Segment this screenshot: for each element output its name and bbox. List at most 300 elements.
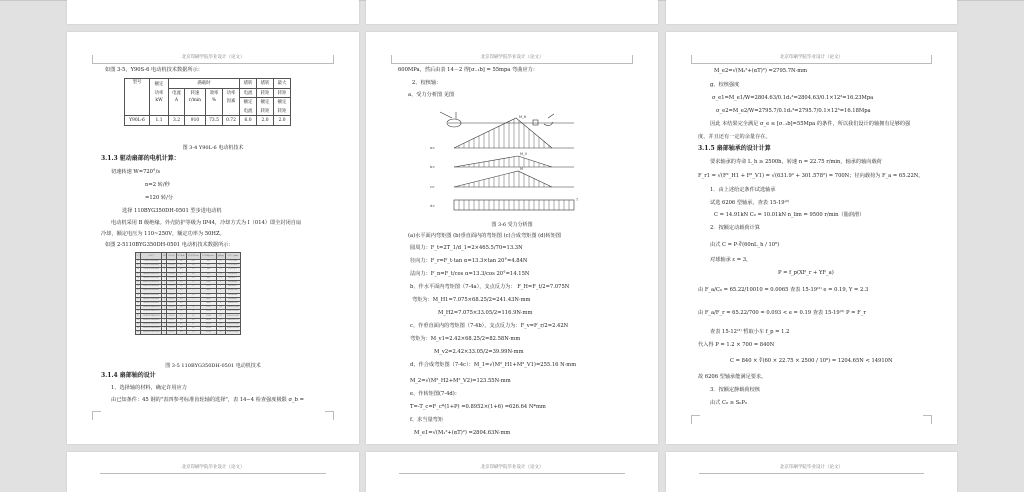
cell: 0.6/1.2 [168,282,175,284]
paragraph: 对球轴承 ε = 3， [710,257,752,263]
calc-line: c、作垂直面内的弯矩图（7-4b），支点反力为：F_v=F_r/2=2.42N [410,323,569,329]
cell: 3 [163,319,165,321]
margin-corner [691,415,700,424]
cell: 4.5 [176,272,186,276]
cell: 5.0 [176,310,186,314]
cell: 6.0 [176,331,186,335]
column-header: 步距角(°) [167,253,176,260]
cell: 1.5 [186,276,200,280]
column-header: 外形尺寸(mm) [225,253,240,260]
calc-line: =120 转/分 [145,195,174,201]
cell: 86BYG350DL-0601 [141,301,162,305]
cell: 57BYG250DL-0801 [141,260,162,264]
cell: 86×86×77 [225,276,240,280]
margin-corner [923,415,932,424]
col-model: 型号 [125,79,150,116]
col-efficiency: 效率 [206,88,223,98]
cell: 0.6/1.2 [168,328,175,330]
col-current: A [169,98,185,116]
cell: 0.6/1.2 [168,311,175,313]
table-row [136,331,241,335]
col-power-factor: 功率 [223,88,240,98]
col-locked-current: 电流 [240,107,257,116]
calc-line: e、作转矩图(7-4d)： [410,391,460,397]
cell: 57×57×54 [225,264,240,268]
column-header: 转动惯量(g·cm²) [200,253,216,260]
calc-line: g、校核强度 [710,82,740,88]
margin-corner [923,55,932,64]
cell: 28 [186,327,200,331]
page-header: 北京印刷学院毕业设计（论文） [181,465,245,470]
cell: 86×86×97 [225,285,240,289]
cell: 1.1 [150,116,169,126]
list-item: 1．由上述给定条件试选轴承 [710,187,776,193]
paragraph: 度，并且还有一定的余量存在。 [698,134,771,140]
document-page-1 [67,32,359,444]
cell: 86BYG250DL-0501 [141,276,162,280]
formula: C = 840 × ∛(60 × 22.75 × 2500 / 10⁶) = 1204.65N < 14910N [730,358,893,364]
calc-line: f、求当量弯矩 [410,417,444,423]
document-page-3 [666,32,957,444]
cell: 33 [136,298,140,300]
cell: 100 [200,260,216,264]
calc-line: C = 14.91kN C₀ = 10.01kN n_lim = 9500 r/min（脂润滑） [714,212,865,218]
cell: 16.5 [216,322,225,326]
svg-text:M: M [520,167,524,171]
cell: 910 [185,116,206,126]
cell: 3 [163,302,165,304]
previous-page-1 [67,0,359,24]
cell: 8 [216,310,225,314]
col-locked-torque: 转矩 [257,88,274,98]
calc-line: M_2=√(M²_H2+M²_V2)=123.55N·mm [410,378,511,384]
margin-corner [92,411,101,420]
cell: 2 [163,269,165,271]
cell: 26000 [200,322,216,326]
cell: 30000 [200,327,216,331]
cell: 3 [163,290,165,292]
column-header: 保持转矩(N·m) [186,253,200,260]
cell: 86×86×58 [225,272,240,276]
cell: 0.6/1.2 [168,319,175,321]
cell: 0.75 [216,264,225,268]
calc-line: M_e1=√(M₁²+(αT)²) =2804.63N·mm [414,430,511,436]
cell: 2 [216,293,225,297]
cell: 50 [186,331,200,335]
cell: 200 [200,264,216,268]
cell: 11.1 [216,314,225,318]
cell: 0.6/1.2 [168,286,175,288]
cell: 86BYG350DL-0601 [141,293,162,297]
page-header: 北京印刷学院毕业设计（论文） [480,465,544,470]
cell: 8.0 [176,268,186,272]
cell: 4 [216,289,225,293]
cell: 130×130×262 [226,332,239,334]
calc-line: σ_e1=M_e1/W=2804.63/0.1d₁³=2804.63/0.1×12³=16.23Mpa [712,95,874,101]
formula: 代入得 P = 1.2 × 700 = 840N [698,342,775,348]
cell: 0.9/1.8 [168,265,175,267]
cell: 0.9/1.8 [168,273,175,275]
cell: 2 [216,280,225,284]
header-rule [100,473,326,474]
cell: 2 [163,265,165,267]
cell: 6.0 [176,327,186,331]
col-speed: 转速 [185,88,206,98]
cell: 0.9/1.8 [168,277,175,279]
cell: 1.1 [216,268,225,272]
cell: 130BYG350DH-0602 [141,318,162,322]
motor-spec-table [124,78,291,126]
list-item: 2．按额定动载荷计算 [710,225,760,231]
next-page-2 [366,452,658,492]
cell: 3 [163,294,165,296]
cell: 57×57×77 [225,268,240,272]
cell: 8.0 [176,264,186,268]
cell: 130BYG350DH-0602 [141,327,162,331]
cell: 0.6/1.2 [168,290,175,292]
cell: 3480 [200,289,216,293]
col-locked-current: 电流 [240,88,257,98]
svg-text:T: T [576,198,579,202]
figure-caption: 图 3-4 Y90L-6 电动机技术 [182,145,244,151]
calc-line: 切速转速 W=720°/s [111,169,160,175]
header-rule [399,473,625,474]
cell: 25 [186,322,200,326]
paragraph: 600MPa，然后由表 14－2 得[σ₋₁b] = 55mpa 弯曲应力： [398,67,538,73]
cell: 86BYG250DL-0501 [141,272,162,276]
force-analysis-diagram [426,104,586,219]
cell: 0.9/1.8 [168,269,175,271]
col-max-torque: 额定 [274,98,291,107]
calc-line: 圆周力：F_t=2T_1/d_1=2×465.5/70=13.3N [410,245,523,251]
margin-corner [691,55,700,64]
cell: 2.0 [257,116,274,126]
margin-corner [325,55,334,64]
cell: 0.9/1.8 [168,261,175,263]
table-header-row [136,253,241,260]
cell: 86×86×126 [225,289,240,293]
svg-text:c>: c> [430,185,435,189]
cell: 3.2 [169,116,185,126]
col-locked-torque: 转矩 [257,107,274,116]
cell: 73.5 [206,116,223,126]
calc-line: T=-T_c=F_c*(1+P) =0.8952×(1+6) =626.64 N*mm [410,404,546,410]
cell: 1320 [200,280,216,284]
cell: 2400 [200,297,216,301]
cell: 27 [136,273,140,275]
cell: 2 [163,261,165,263]
cell: 30 [136,286,140,288]
cell: 65600 [200,331,216,335]
calc-line: M_e2=√(M₂²+(αT)²) =2795.7N·mm [714,68,808,74]
cell: 40 [136,328,140,330]
cell: 480 [200,276,216,280]
cell: 0.5 [216,260,225,264]
col-locked-current: 额定 [240,98,257,107]
calc-line: M_H2=7.075×33.05/2=116.9N·mm [438,310,533,316]
cell: 3 [163,315,165,317]
cell: 2 [163,273,165,275]
cell: 3 [163,332,165,334]
paragraph: 电动机采用 B 级绝缘。外壳防护等级为 IP44，冷却方式为 I（014）即全封闭自扇 [111,220,302,226]
cell: 16 [186,314,200,318]
cell: 0.6/1.2 [168,302,175,304]
cell: 37 [136,315,140,317]
cell: Y90L-6 [125,116,150,126]
cell: 110BYG350DH-0501 [141,310,162,314]
cell: 5 [186,297,200,301]
cell: 3.0 [176,289,186,293]
cell: 8 [186,306,200,310]
cell: 17.5 [216,327,225,331]
cell: 0.6/1.2 [168,332,175,334]
cell: 2400 [200,285,216,289]
cell: 3.0 [176,280,186,284]
cell: 26 [136,269,140,271]
col-power-factor: 因素 [223,98,240,116]
cell: 7 [186,289,200,293]
cell: 130BYG350DH-0602 [141,322,162,326]
header-rule [399,63,625,64]
calc-line: d、作合成弯矩图（7-4c）：M_1=√(M²_H1+M²_V1)=255.16 N·mm [410,362,577,368]
column-header: 相电流(A) [176,253,186,260]
cell: 35 [136,307,140,309]
cell: 57×57×41 [225,260,240,264]
cell: 86BYG350DH-0301 [141,280,162,284]
page-header: 北京印刷学院毕业设计（论文） [181,55,245,60]
formula: 由式 C₀ ≥ S₀P₀ [710,400,747,406]
cell: 0.8 [216,272,225,276]
margin-corner [391,55,400,64]
col-speed: r/min [185,98,206,116]
section-heading: 3.1.4 扇部轴的设计 [101,372,156,379]
cell: 13.5 [216,318,225,322]
cell: 7 [186,301,200,305]
paragraph: F_r1 = √(F²_H1 + F²_V1) = √(631.9² + 301.578²) = 700N；径向载荷为 F_a = 65.22N。 [698,173,924,179]
col-max-torque: 转矩 [274,88,291,98]
cell: 1.5 [186,268,200,272]
col-max-torque: 最大 [274,79,291,89]
paragraph: 要求轴承的寿命 L_h ≥ 2500h，转速 n = 22.75 r/min，轴承的轴向载荷 [710,159,882,165]
cell: 4 [216,301,225,305]
cell: 3 [163,298,165,300]
cell: 3480 [200,301,216,305]
header-rule [699,473,924,474]
page-header: 北京印刷学院毕业设计（论文） [780,465,843,470]
previous-page-2 [366,0,658,24]
svg-text:b>: b> [430,165,436,169]
header-rule [100,63,326,64]
cell: 3 [163,282,165,284]
section-heading: 3.1.5 扇部轴承的设计计算 [698,145,771,152]
cell: 86×86×80 [225,293,240,297]
cell: 2.0 [274,116,291,126]
previous-page-3 [666,0,957,24]
cell: 57BYG250DL-0801 [141,264,162,268]
calc-line: σ_e2=M_e2/W=2795.7/0.1d₁³=2795.7/0.1×12³=16.18Mpa [716,108,871,114]
document-page-2 [366,32,658,444]
col-efficiency: % [206,98,223,116]
col-locked-torque: 额定 [257,98,274,107]
page-header: 北京印刷学院毕业设计（论文） [780,55,843,60]
col-current: 电流 [169,88,185,98]
cell: 110×110×163 [226,311,239,313]
cell: 3 [216,285,225,289]
cell: 4.5 [176,276,186,280]
cell: 110×110×148 [226,307,239,309]
cell: 6.0 [240,116,257,126]
margin-corner [92,55,101,64]
cell: 130×130×196 [226,323,239,325]
cell: 3 [163,323,165,325]
cell: 3 [163,311,165,313]
formula: 由式 C = P·∛(60nL_h / 10⁶) [710,242,780,248]
select-line: 选择 110BYG350DH-0501 型步进电动机 [122,208,222,214]
cell: 31 [136,290,140,292]
cell: 380 [200,268,216,272]
cell: 23 [216,331,225,335]
col-rated-power: kW [150,98,169,116]
cell: 39 [136,323,140,325]
margin-corner [624,55,633,64]
stepper-motor-table [135,252,241,335]
section-heading: 3.1.3 驱动扇部的电机计算： [101,155,180,162]
cell: 0.6/1.2 [168,323,175,325]
page-header: 北京印刷学院毕业设计（论文） [480,55,544,60]
list-item: a、受力分析图 见图 [408,92,455,98]
cell: 32 [136,294,140,296]
cell: 10900 [200,310,216,314]
col-rated-power: 额定 [150,79,169,89]
calc-line: 弯矩为：M_H1=7.075×68.25/2=241.43N·mm [412,297,531,303]
cell: 12 [186,310,200,314]
header-rule [699,63,924,64]
cell: 86×86×126 [225,301,240,305]
figure-legend: (a)水平面内弯矩图 (b)垂直面内的弯矩图 (c)合成弯矩图 (d)转矩图 [408,233,562,239]
formula: 由 F_a/F_r = 65.22/700 = 0.093 < e = 0.19 查表 15-19⁽²⁾ P = F_r [698,310,866,316]
cell: 24 [136,261,140,263]
cell: 25 [136,265,140,267]
col-locked-torque: 堵转 [257,79,274,89]
cell: 6.6 [216,306,225,310]
cell: 6.0 [176,322,186,326]
svg-text:M_V: M_V [520,152,528,156]
cell: 3.5 [186,293,200,297]
cell: 29 [136,282,140,284]
cell: 3 [163,307,165,309]
svg-text:a>: a> [430,146,436,150]
paragraph: 由已知条件：45 钢的"表四参考标准齿轮轴的选择"，表 14−4 检查强度极限 σ_b = [111,397,304,403]
svg-text:d>: d> [430,204,436,208]
col-max-torque: 转矩 [274,107,291,116]
cell: 6 [186,285,200,289]
cell: 86BYG350DH-0301 [141,285,162,289]
col-full-load: 满载时 [169,79,240,89]
cell: 6.0 [176,293,186,297]
formula: 由 F_a/C₀ = 65.22/10010 = 0.0065 查表 15-19⁽²⁾ e = 0.19, Y = 2.3 [698,287,869,293]
column-header: 序号 [136,253,141,260]
cell: 17400 [200,314,216,318]
cell: 0.9 [186,272,200,276]
cell: 0.6/1.2 [168,307,175,309]
list-item: 3．按额定静载荷校核 [710,387,760,393]
cell: 0.45 [186,260,200,264]
cell: 86×86×97 [225,297,240,301]
cell: 0.72 [223,116,240,126]
cell: 130×130×173 [226,319,239,321]
paragraph: 故 6206 型轴承能满足要求。 [698,374,767,380]
cell: 0.6/1.2 [168,315,175,317]
table-row [125,116,291,126]
next-page-3 [666,452,957,492]
calc-line: 径向力：F_r=F_t·tan α=13.3×tan 20°=4.84N [410,258,528,264]
cell: 38 [136,319,140,321]
col-locked-current: 堵转 [240,79,257,89]
figure-caption: 图 3-6 受力分析图 [491,222,533,228]
cell: 3 [163,286,165,288]
cell: 110BYG350DH-0501 [141,306,162,310]
formula: P = f_p(XF_r + YF_a) [778,270,834,276]
list-item: 1、选择轴的材料，确定许用应力 [111,385,187,391]
cell: 130×130×226 [226,328,239,330]
cell: 36 [136,311,140,313]
column-header: 基本型号 [141,253,162,260]
cell: 2 [163,277,165,279]
cell: 34 [136,302,140,304]
margin-corner [325,411,334,420]
intro-text: 如图 2-5110BYG350DH-0501 电动机技术数据所示： [105,242,234,248]
cell: 3.5 [186,280,200,284]
cell: 1.3 [216,276,225,280]
paragraph: 因此 本结果完全满足 σ_e ≤ [σ₋₁b]=55Mpa 的条件，所以我们设计的轴拥有足够的强 [710,121,911,127]
cell: 6.0 [176,318,186,322]
cell: 23000 [200,318,216,322]
cell: 0.6/1.2 [168,294,175,296]
figure-caption: 图 3-5 110BYG350DH-0501 电动机技术 [165,363,261,369]
column-header: 重量(kg) [216,253,225,260]
cell: 3 [216,297,225,301]
paragraph: 试选 6206 型轴承，查表 15-19⁽²⁾ [710,200,790,206]
cell: 5.0 [176,306,186,310]
calc-line: n=2 转/秒 [145,182,170,188]
cell: 20 [186,318,200,322]
calc-line: b、作水平面内弯矩图（7-4a），支点反力为： F_H=F_t/2=7.075N [410,284,570,290]
cell: 28 [136,277,140,279]
cell: 57BYG250DL-0801 [141,268,162,272]
paragraph: 冷却，额定电压为 110~250V，额定功率为 50HZ。 [101,231,225,237]
cell: 86BYG350DH-0301 [141,289,162,293]
cell: 0.6/1.2 [168,298,175,300]
cell: 6.0 [176,297,186,301]
intro-text: 如图 3-5，Y90S-6 电动机技术数据所示： [105,67,203,73]
calc-line: M_v2=2.42×33.05/2=39.99N·mm [434,349,524,355]
cell: 110BYG350DH-0501 [141,314,162,318]
calc-line: 弯矩为：M_v1=2.42×68.25/2=82.58N·mm [410,336,521,342]
cell: 300 [200,272,216,276]
next-page-1 [67,452,359,492]
cell: 86×86×80 [225,280,240,284]
list-item: 2、校核轴： [412,80,442,86]
cell: 3.0 [176,285,186,289]
cell: 8.0 [176,260,186,264]
cell: 0.9 [186,264,200,268]
calc-line: 法向力：F_n=F_t/cos α=13.3/cos 20°=14.15N [410,271,530,277]
cell: 9700 [200,306,216,310]
svg-text:M_H: M_H [519,115,527,119]
cell: 5.0 [176,314,186,318]
column-header: 相数 [162,253,167,260]
paragraph: 查表 15-12⁽²⁾ 暂取小车 f_p = 1.2 [710,329,790,335]
